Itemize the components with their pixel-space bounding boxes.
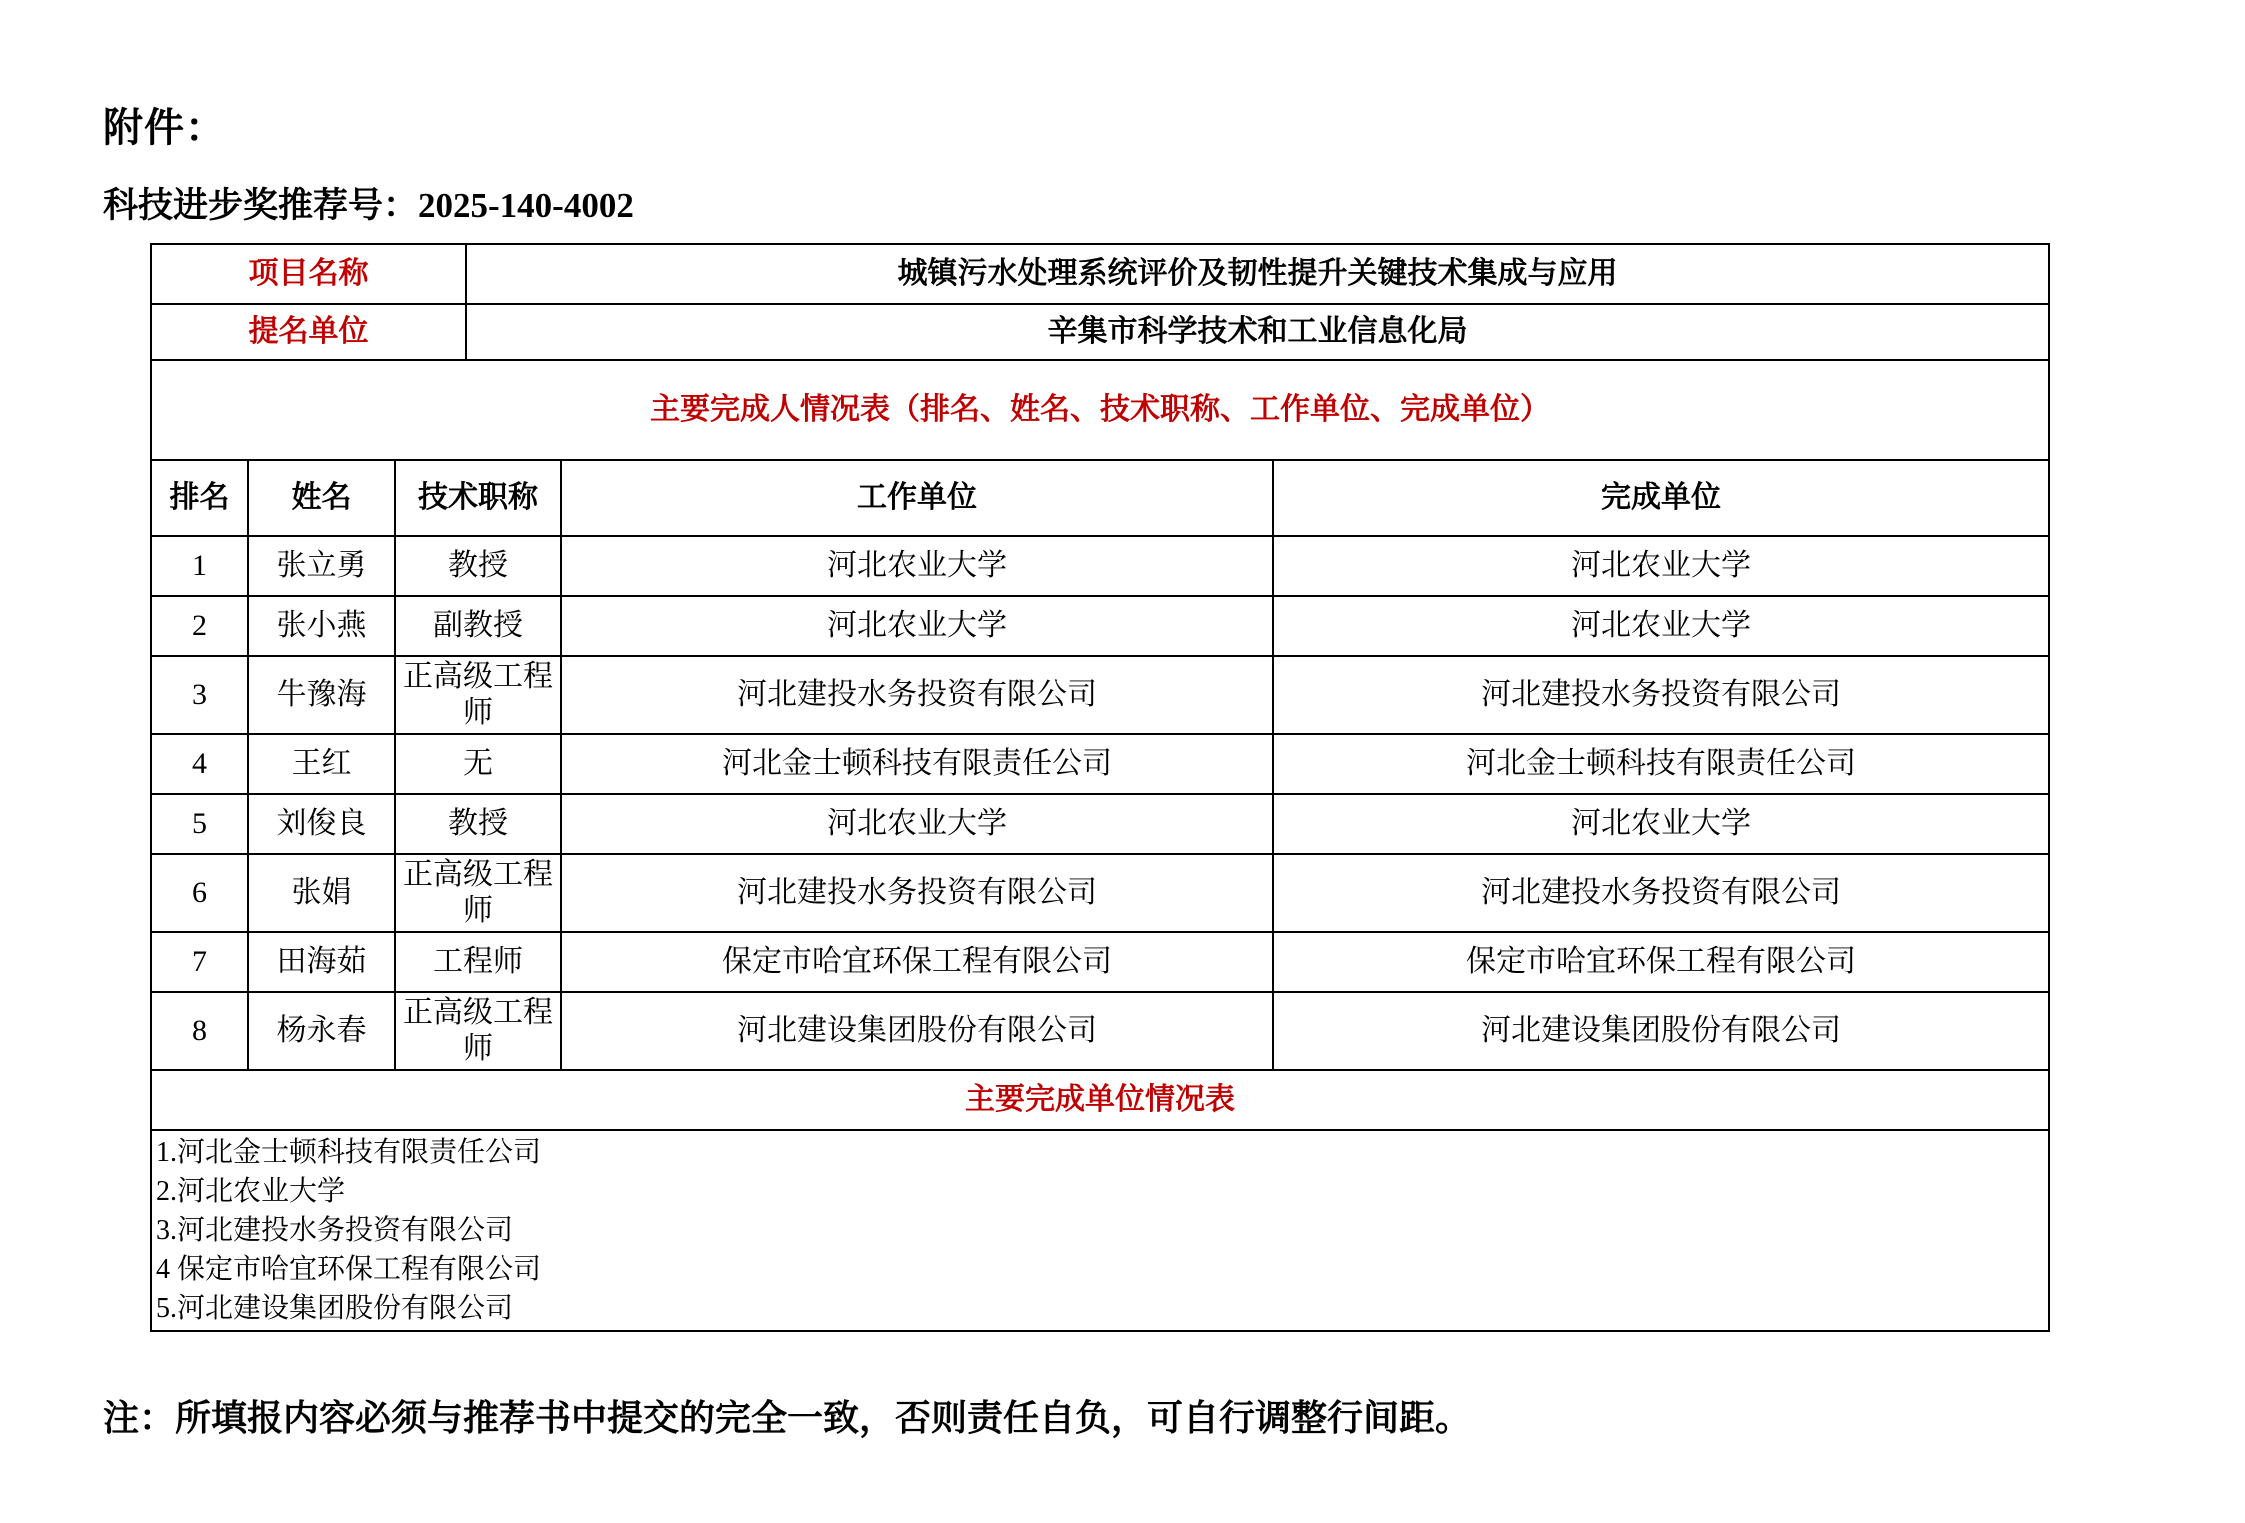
unit-list-item: 5.河北建设集团股份有限公司 bbox=[156, 1293, 514, 1324]
header-completion-unit: 完成单位 bbox=[1273, 460, 2049, 536]
rank-cell: 7 bbox=[151, 932, 248, 992]
header-work-unit: 工作单位 bbox=[561, 460, 1273, 536]
completer-row bbox=[151, 596, 2049, 656]
title-cell: 正高级工程师 bbox=[395, 854, 561, 932]
units-table-title: 主要完成单位情况表 bbox=[151, 1070, 2049, 1130]
completion-unit-cell: 河北建设集团股份有限公司 bbox=[1273, 992, 2049, 1070]
completer-row bbox=[151, 794, 2049, 854]
name-cell: 张小燕 bbox=[248, 596, 395, 656]
completer-row bbox=[151, 656, 2049, 734]
attachment-heading: 附件： bbox=[103, 105, 226, 150]
completer-row bbox=[151, 536, 2049, 596]
header-rank: 排名 bbox=[151, 460, 248, 536]
rank-cell: 3 bbox=[151, 656, 248, 734]
title-cell: 教授 bbox=[395, 794, 561, 854]
title-cell: 正高级工程师 bbox=[395, 656, 561, 734]
nominator-label: 提名单位 bbox=[151, 304, 466, 360]
work-unit-cell: 河北农业大学 bbox=[561, 794, 1273, 854]
project-name-label: 项目名称 bbox=[151, 244, 466, 304]
title-cell: 无 bbox=[395, 734, 561, 794]
footer-note: 注：所填报内容必须与推荐书中提交的完全一致，否则责任自负，可自行调整行间距。 bbox=[103, 1398, 1472, 1438]
units-title-row bbox=[151, 1070, 2049, 1130]
completion-unit-cell: 河北建投水务投资有限公司 bbox=[1273, 656, 2049, 734]
completion-unit-cell: 河北金士顿科技有限责任公司 bbox=[1273, 734, 2049, 794]
work-unit-cell: 河北农业大学 bbox=[561, 596, 1273, 656]
project-name-value: 城镇污水处理系统评价及韧性提升关键技术集成与应用 bbox=[466, 244, 2049, 304]
work-unit-cell: 保定市哈宜环保工程有限公司 bbox=[561, 932, 1273, 992]
recommendation-number-value: 2025-140-4002 bbox=[418, 186, 634, 225]
work-unit-cell: 河北建投水务投资有限公司 bbox=[561, 854, 1273, 932]
units-list bbox=[156, 1133, 2044, 1328]
award-table-bottom-section bbox=[151, 1070, 2049, 1331]
award-table bbox=[150, 243, 2050, 1332]
rank-cell: 2 bbox=[151, 596, 248, 656]
name-cell: 张娟 bbox=[248, 854, 395, 932]
rank-cell: 8 bbox=[151, 992, 248, 1070]
title-cell: 教授 bbox=[395, 536, 561, 596]
completion-unit-cell: 河北农业大学 bbox=[1273, 794, 2049, 854]
project-name-row bbox=[151, 244, 2049, 304]
units-list-cell bbox=[151, 1130, 2049, 1331]
completion-unit-cell: 河北农业大学 bbox=[1273, 596, 2049, 656]
rank-cell: 1 bbox=[151, 536, 248, 596]
name-cell: 刘俊良 bbox=[248, 794, 395, 854]
nominator-value: 辛集市科学技术和工业信息化局 bbox=[466, 304, 2049, 360]
completers-body bbox=[151, 536, 2049, 1070]
award-table-top-section bbox=[151, 244, 2049, 536]
name-cell: 杨永春 bbox=[248, 992, 395, 1070]
recommendation-number-label: 科技进步奖推荐号： bbox=[103, 186, 419, 225]
rank-cell: 5 bbox=[151, 794, 248, 854]
unit-list-item: 1.河北金士顿科技有限责任公司 bbox=[156, 1137, 542, 1168]
completers-table-title: 主要完成人情况表（排名、姓名、技术职称、工作单位、完成单位） bbox=[151, 360, 2049, 460]
work-unit-cell: 河北农业大学 bbox=[561, 536, 1273, 596]
unit-list-item: 2.河北农业大学 bbox=[156, 1176, 346, 1207]
recommendation-number-line bbox=[103, 178, 634, 228]
completer-row bbox=[151, 854, 2049, 932]
unit-list-item: 4 保定市哈宜环保工程有限公司 bbox=[156, 1254, 542, 1285]
header-title: 技术职称 bbox=[395, 460, 561, 536]
completion-unit-cell: 保定市哈宜环保工程有限公司 bbox=[1273, 932, 2049, 992]
completer-row bbox=[151, 734, 2049, 794]
unit-list-item: 3.河北建投水务投资有限公司 bbox=[156, 1215, 514, 1246]
rank-cell: 4 bbox=[151, 734, 248, 794]
completer-row bbox=[151, 992, 2049, 1070]
title-cell: 工程师 bbox=[395, 932, 561, 992]
name-cell: 张立勇 bbox=[248, 536, 395, 596]
name-cell: 田海茹 bbox=[248, 932, 395, 992]
completion-unit-cell: 河北农业大学 bbox=[1273, 536, 2049, 596]
name-cell: 王红 bbox=[248, 734, 395, 794]
completer-row bbox=[151, 932, 2049, 992]
units-list-row bbox=[151, 1130, 2049, 1331]
completion-unit-cell: 河北建投水务投资有限公司 bbox=[1273, 854, 2049, 932]
completers-title-row bbox=[151, 360, 2049, 460]
work-unit-cell: 河北建设集团股份有限公司 bbox=[561, 992, 1273, 1070]
title-cell: 正高级工程师 bbox=[395, 992, 561, 1070]
nominator-row bbox=[151, 304, 2049, 360]
title-cell: 副教授 bbox=[395, 596, 561, 656]
name-cell: 牛豫海 bbox=[248, 656, 395, 734]
completers-header-row bbox=[151, 460, 2049, 536]
work-unit-cell: 河北建投水务投资有限公司 bbox=[561, 656, 1273, 734]
header-name: 姓名 bbox=[248, 460, 395, 536]
work-unit-cell: 河北金士顿科技有限责任公司 bbox=[561, 734, 1273, 794]
rank-cell: 6 bbox=[151, 854, 248, 932]
